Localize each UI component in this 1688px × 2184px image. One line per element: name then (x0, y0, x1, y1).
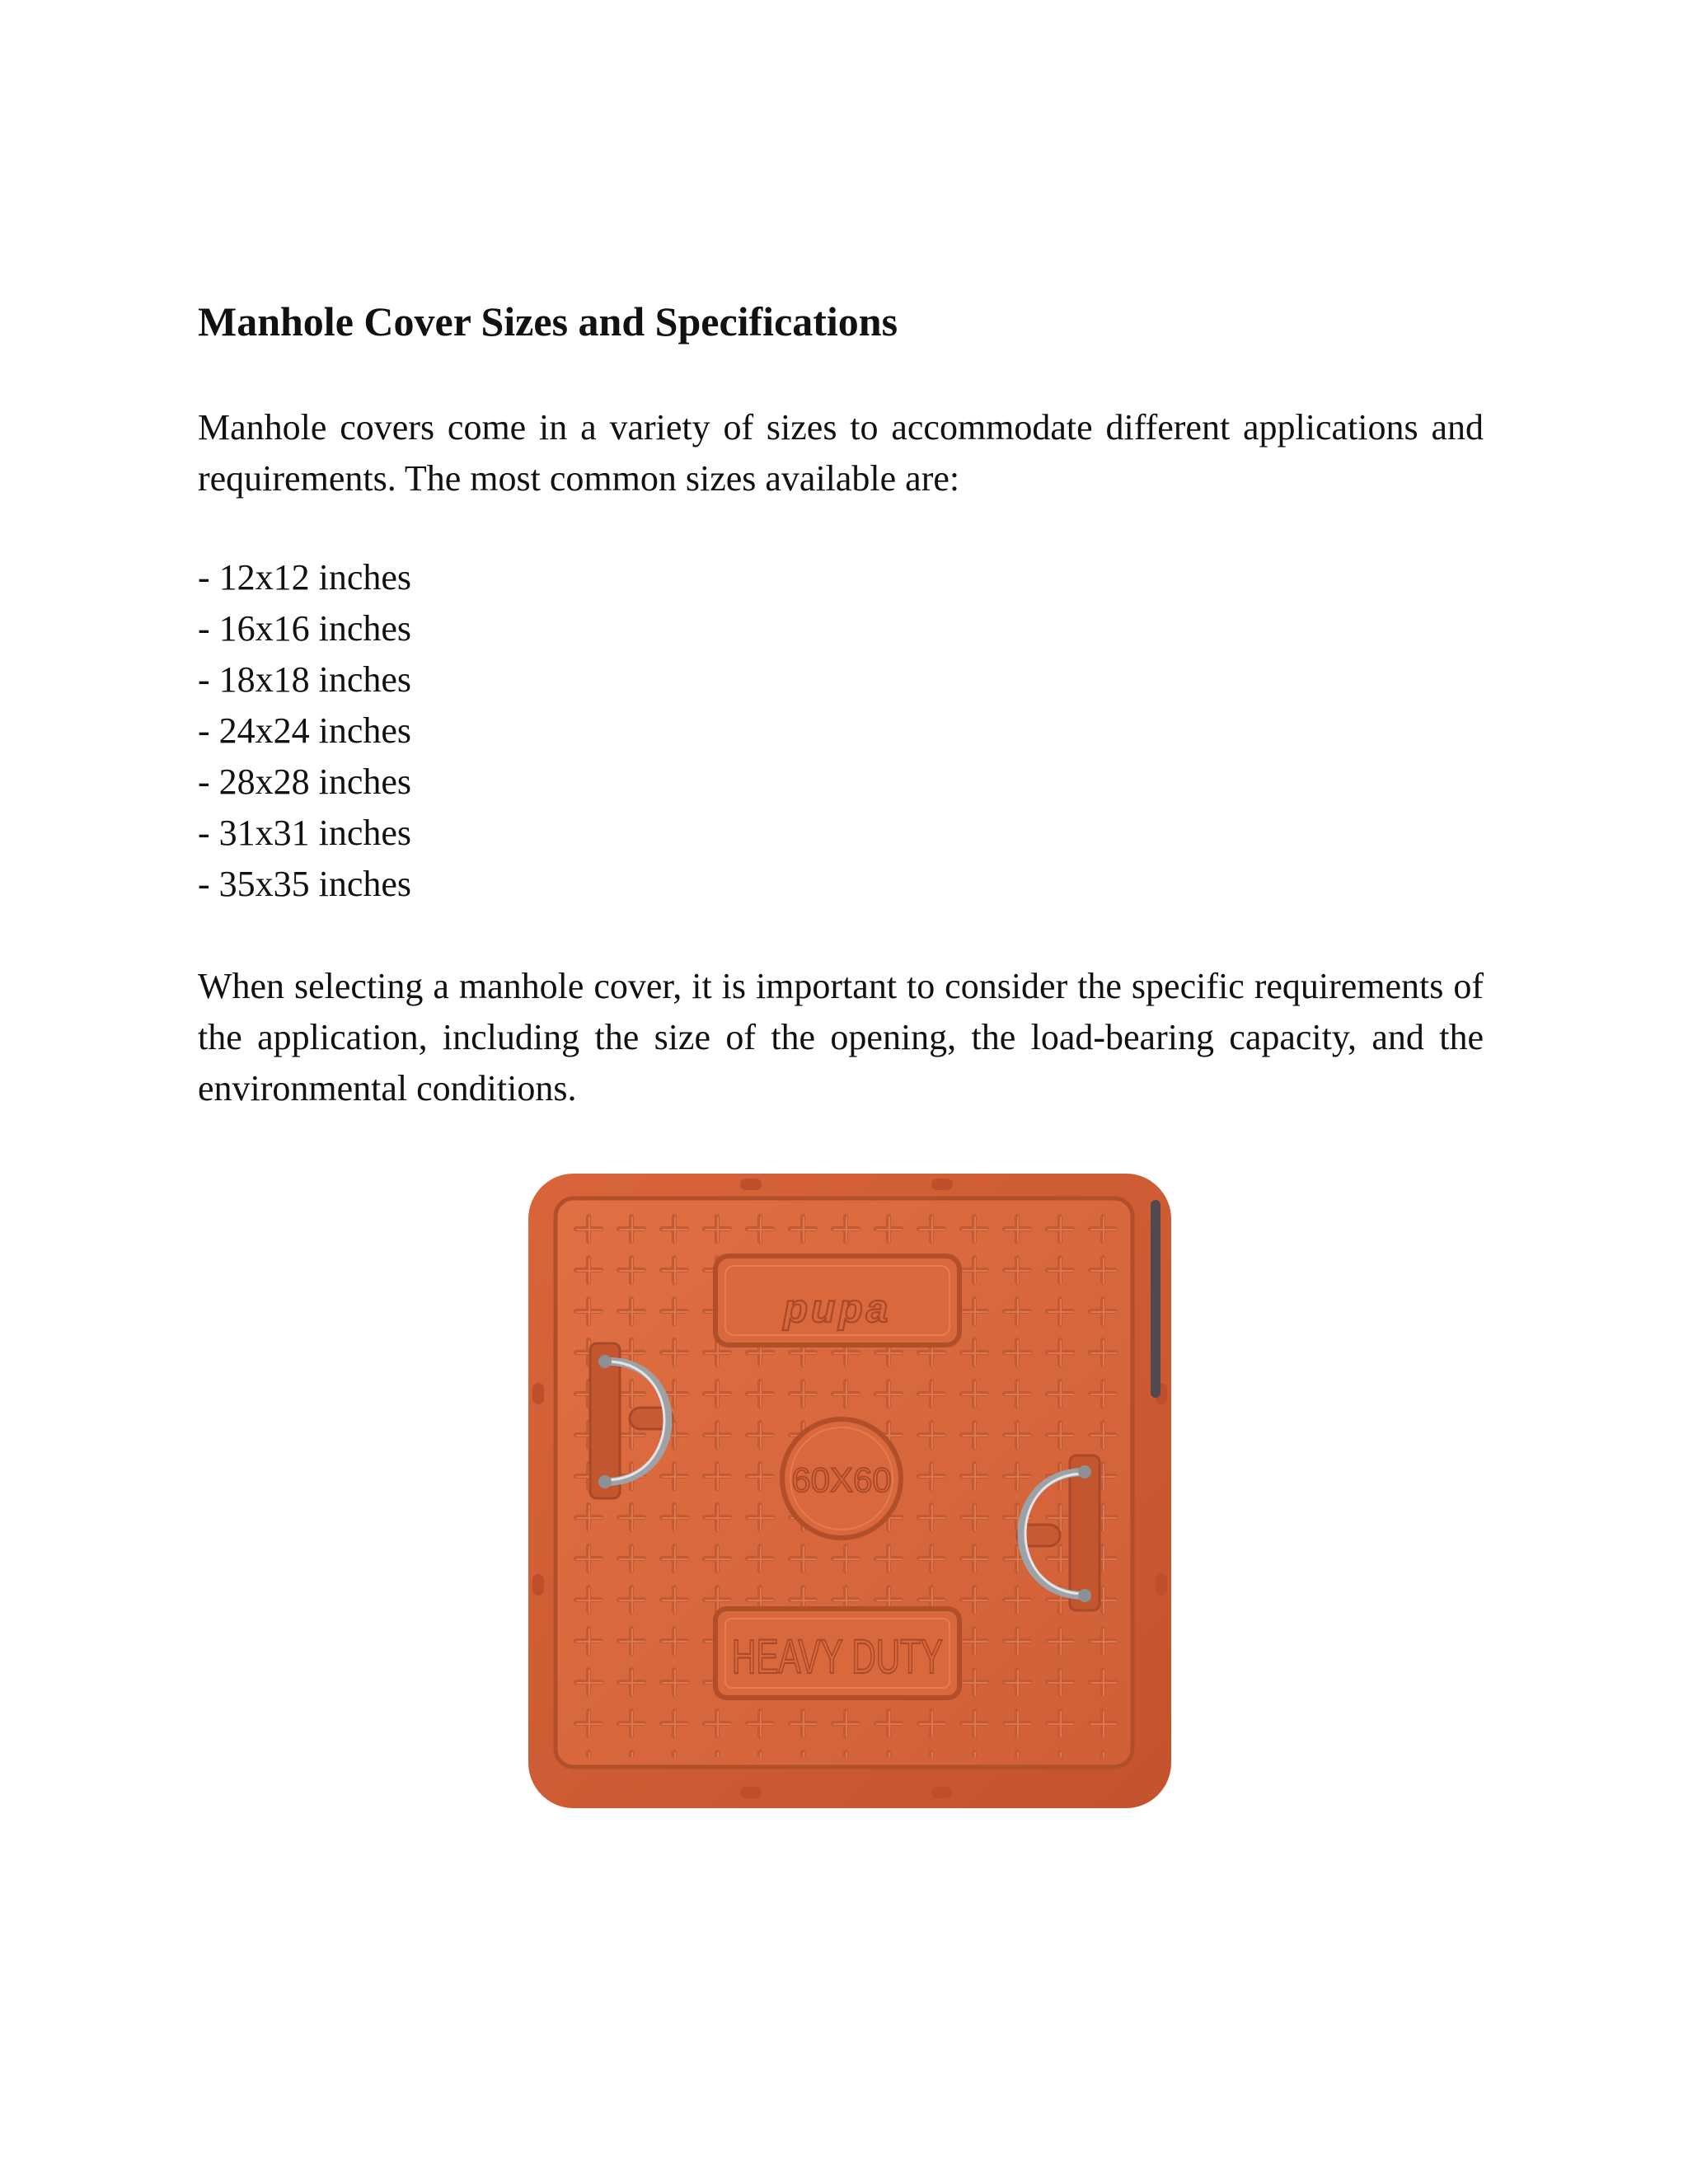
size-item: - 28x28 inches (198, 762, 412, 802)
center-label: 60X60 (791, 1460, 892, 1499)
size-item: - 31x31 inches (198, 813, 412, 853)
size-item: - 35x35 inches (198, 864, 412, 904)
size-item: - 24x24 inches (198, 710, 412, 751)
heavy-duty-label: HEAVY DUTY (732, 1630, 943, 1684)
manhole-cover-image (524, 1167, 1175, 1818)
brand-mark: pupa (783, 1287, 892, 1331)
size-item: - 16x16 inches (198, 608, 412, 649)
page-title: Manhole Cover Sizes and Specifications (198, 298, 898, 344)
manhole-cover-illustration (524, 1167, 1175, 1818)
intro-paragraph: Manhole covers come in a variety of sizes to accommodate different applications and requirements. The most common sizes available are: (198, 407, 1484, 499)
conclusion-paragraph: When selecting a manhole cover, it is important to consider the specific requirements of the application, including the size of the opening, the load-bearing capacity, and the environmental conditions. (198, 966, 1484, 1108)
size-item: - 18x18 inches (198, 659, 412, 700)
document-page (198, 297, 1484, 1114)
size-list (198, 552, 1484, 910)
size-item: - 12x12 inches (198, 557, 412, 598)
